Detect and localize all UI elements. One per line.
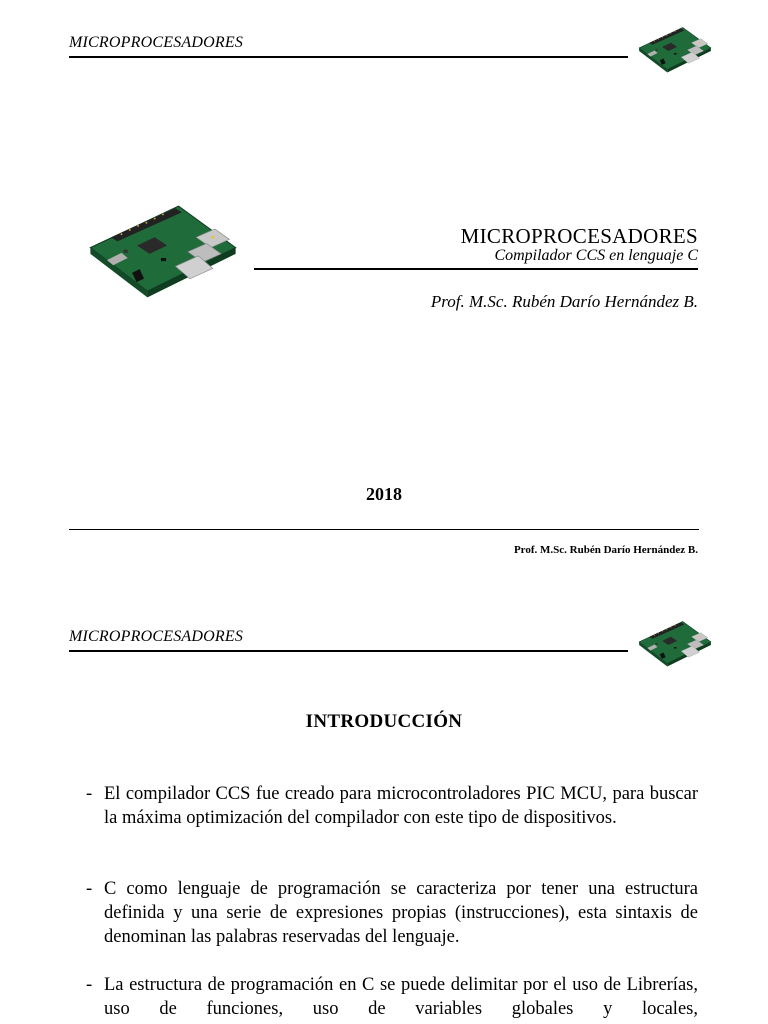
cover-main-title: MICROPROCESADORES: [460, 224, 698, 248]
bullet-marker: -: [86, 975, 93, 995]
list-item: [86, 973, 698, 1021]
page1-footer-author: Prof. M.Sc. Rubén Darío Hernández B.: [513, 544, 698, 556]
page2-header-title: MICROPROCESADORES: [69, 628, 244, 645]
list-item: [86, 782, 698, 830]
cover-author: Prof. M.Sc. Rubén Darío Hernández B.: [430, 292, 698, 311]
bullet-marker: -: [86, 784, 93, 804]
raspberry-pi-board-icon: [634, 612, 716, 682]
bullet-text: C como lenguaje de programación se caracteriza por tener una estructura definida y una serie de expresiones propias (instrucciones), esta sintaxis de denominan las palabras reservadas del lenguaje.: [104, 879, 698, 947]
page1-header-rule: [69, 56, 628, 58]
cover-year: 2018: [366, 484, 402, 504]
cover-subtitle: Compilador CCS en lenguaje C: [494, 247, 698, 264]
page1-header-title: MICROPROCESADORES: [69, 34, 244, 51]
raspberry-pi-board-image: [80, 186, 246, 330]
section-title: INTRODUCCIÓN: [305, 711, 463, 732]
page1-footer-rule: [69, 529, 699, 530]
bullet-text: La estructura de programación en C se puede delimitar por el uso de Librerías, uso de funciones, uso de variables globales y locales,: [104, 975, 698, 1019]
list-item: [86, 877, 698, 949]
cover-title-rule: [254, 268, 698, 270]
page2-header-rule: [69, 650, 628, 652]
raspberry-pi-board-icon: [634, 18, 716, 88]
bullet-marker: -: [86, 879, 93, 899]
bullet-text: El compilador CCS fue creado para microcontroladores PIC MCU, para buscar la máxima optimización del compilador con este tipo de dispositivos.: [104, 784, 698, 828]
